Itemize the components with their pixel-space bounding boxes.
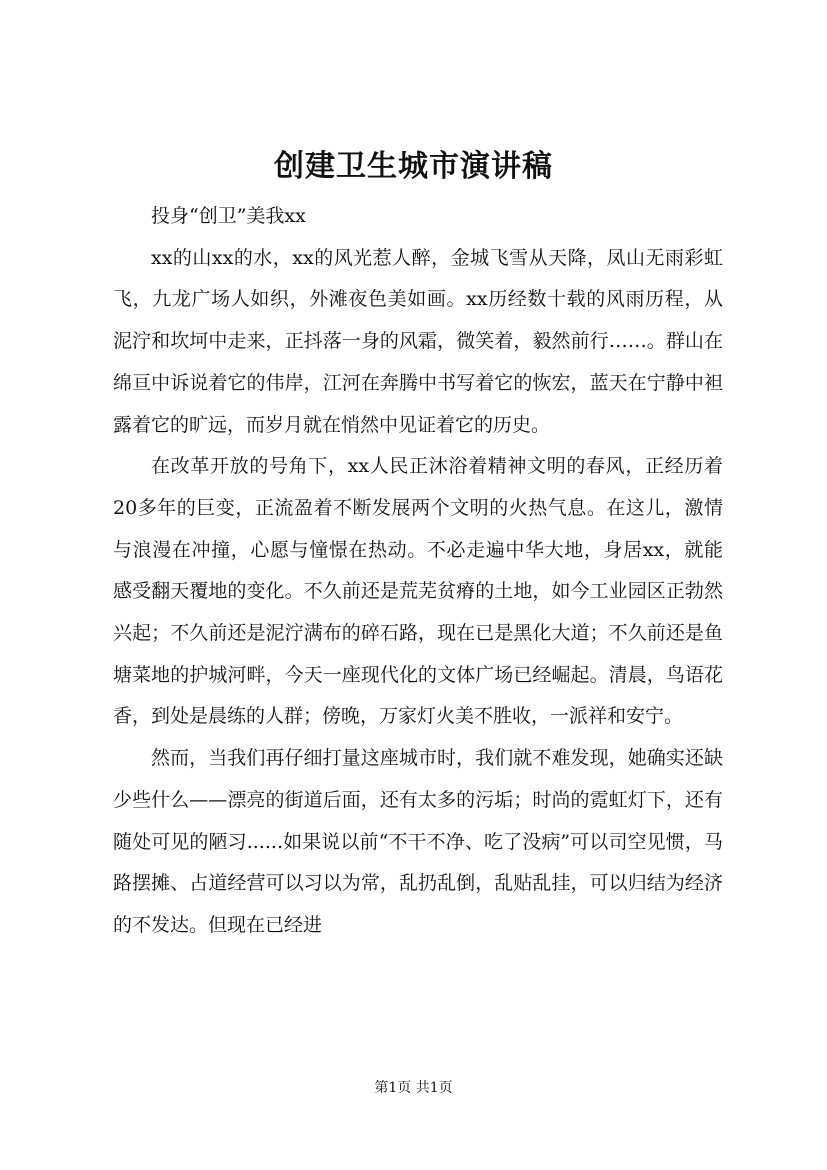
paragraph-subtitle: 投身“创卫”美我xx [151, 205, 306, 227]
paragraph: 在改革开放的号角下，xx人民正沐浴着精神文明的春风，正经历着20多年的巨变，正流盈着不断发展两个文明的火热气息。在这儿，激情与浪漫在冲撞，心愿与憧憬在热动。不必走遍中华大地，身居xx，就能感受翻天覆地的变化。不久前还是荒芜贫瘠的土地，如今工业园区正勃然兴起；不久前还是泥泞满布的碎石路，现在已是黑化大道；不久前还是鱼塘菜地的护城河畔，今天一座现代化的文体广场已经崛起。清晨，鸟语花香，到处是晨练的人群；傍晚，万家灯火美不胜收，一派祥和安宁。 [113, 455, 723, 728]
paragraph: 然而，当我们再仔细打量这座城市时，我们就不难发现，她确实还缺少些什么——漂亮的街道后面，还有太多的污垢；时尚的霓虹灯下，还有随处可见的陋习......如果说以前“不干不净、吃了没病”可以司空见惯，马路摆摊、占道经营可以习以为常，乱扔乱倒，乱贴乱挂，可以归结为经济的不发达。但现在已经进 [113, 747, 723, 936]
page-footer: 第1页 共1页 [374, 1080, 453, 1096]
paragraph: xx的山xx的水，xx的风光惹人醉，金城飞雪从天降，凤山无雨彩虹飞，九龙广场人如织，外滩夜色美如画。xx历经数十载的风雨历程，从泥泞和坎坷中走来，正抖落一身的风霜，微笑着，毅然前行……。群山在绵亘中诉说着它的伟岸，江河在奔腾中书写着它的恢宏，蓝天在宁静中袒露着它的旷远，而岁月就在悄然中见证着它的历史。 [113, 246, 723, 436]
document-body [113, 196, 723, 947]
document-title: 创建卫生城市演讲稿 [274, 149, 553, 184]
